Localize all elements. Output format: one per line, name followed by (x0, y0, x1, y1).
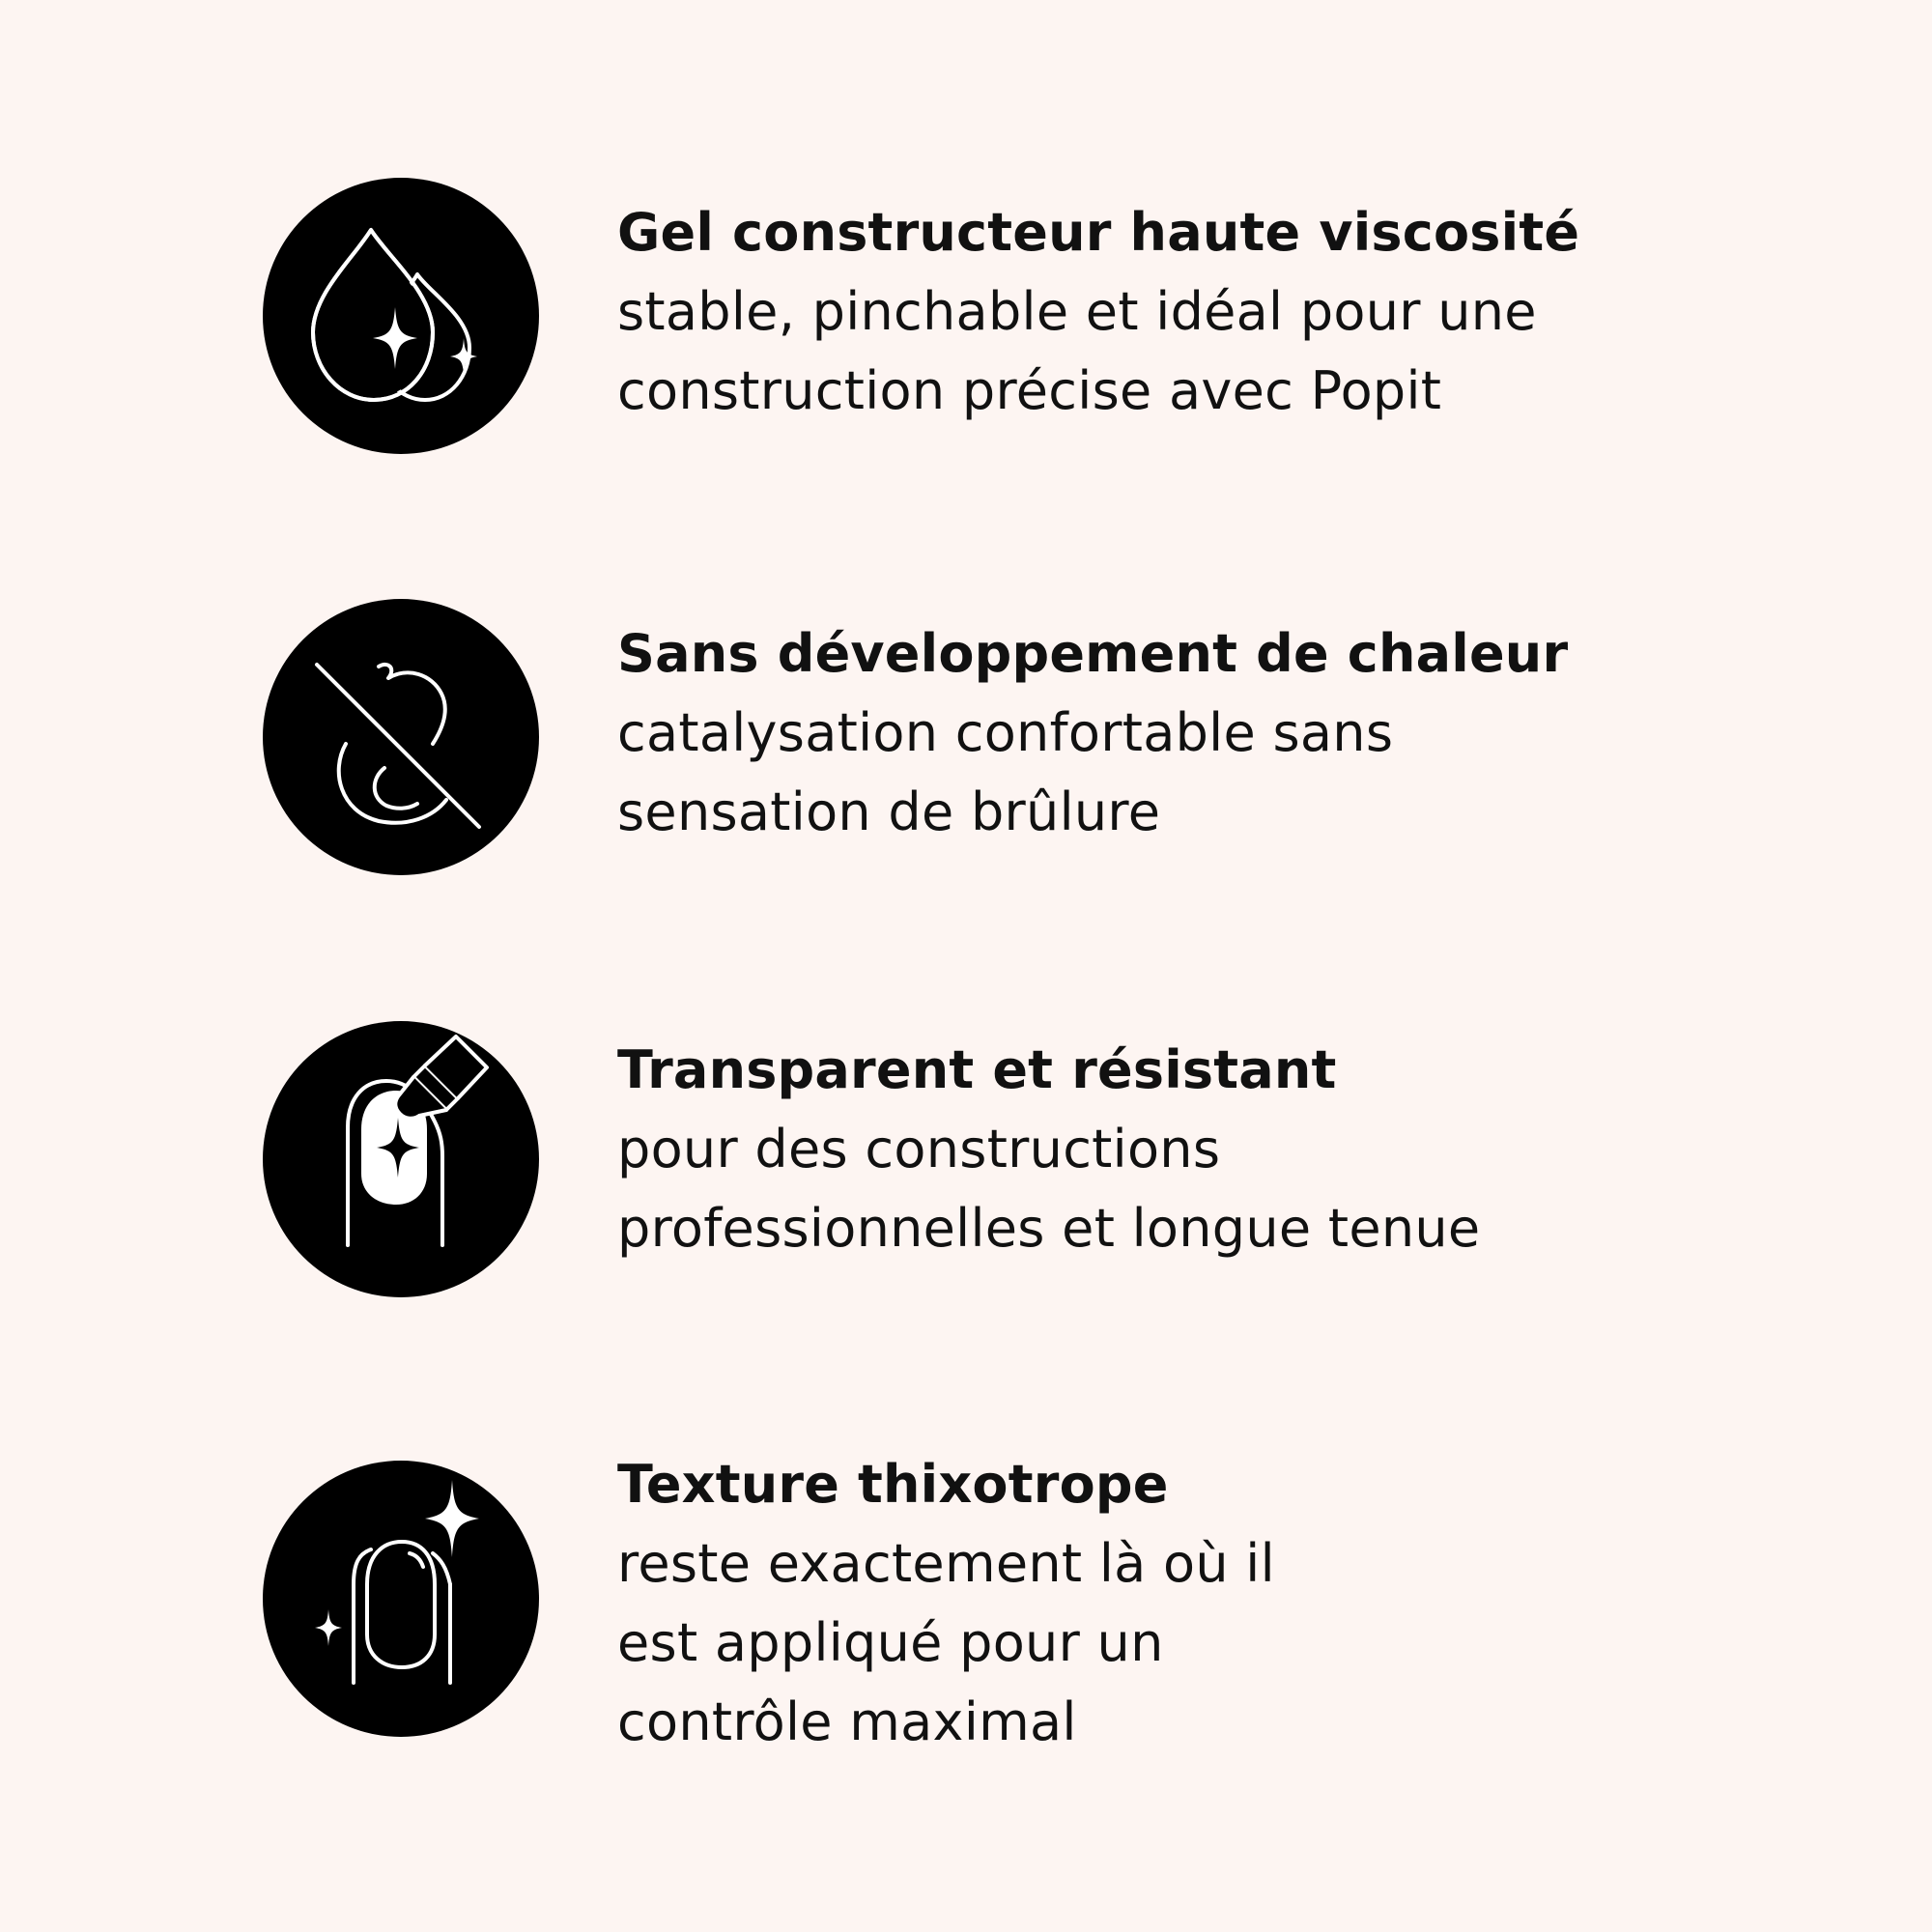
feature-description-line: professionnelles et longue tenue (617, 1198, 1481, 1259)
feature-description-line: est appliqué pour un (617, 1612, 1164, 1673)
feature-text (617, 614, 1757, 852)
finger-nail-sparkles-icon (263, 1461, 539, 1737)
feature-description-line: sensation de brûlure (617, 781, 1161, 842)
feature-description-line: catalysation confortable sans (617, 702, 1394, 763)
feature-title: Gel constructeur haute viscosité (617, 202, 1580, 263)
feature-text (617, 1031, 1757, 1268)
feature-text (617, 193, 1757, 431)
feature-text (617, 1445, 1757, 1762)
feature-description-line: contrôle maximal (617, 1691, 1077, 1752)
feature-description-line: construction précise avec Popit (617, 360, 1442, 421)
no-heat-flame-icon (263, 599, 539, 875)
feature-title: Sans développement de chaleur (617, 623, 1569, 684)
water-drops-sparkle-icon (263, 178, 539, 454)
feature-title: Texture thixotrope (617, 1454, 1169, 1515)
nail-brush-sparkle-icon (263, 1021, 539, 1297)
feature-description-line: reste exactement là où il (617, 1533, 1275, 1594)
feature-description-line: pour des constructions (617, 1119, 1221, 1179)
feature-title: Transparent et résistant (617, 1039, 1337, 1100)
feature-description-line: stable, pinchable et idéal pour une (617, 281, 1537, 342)
